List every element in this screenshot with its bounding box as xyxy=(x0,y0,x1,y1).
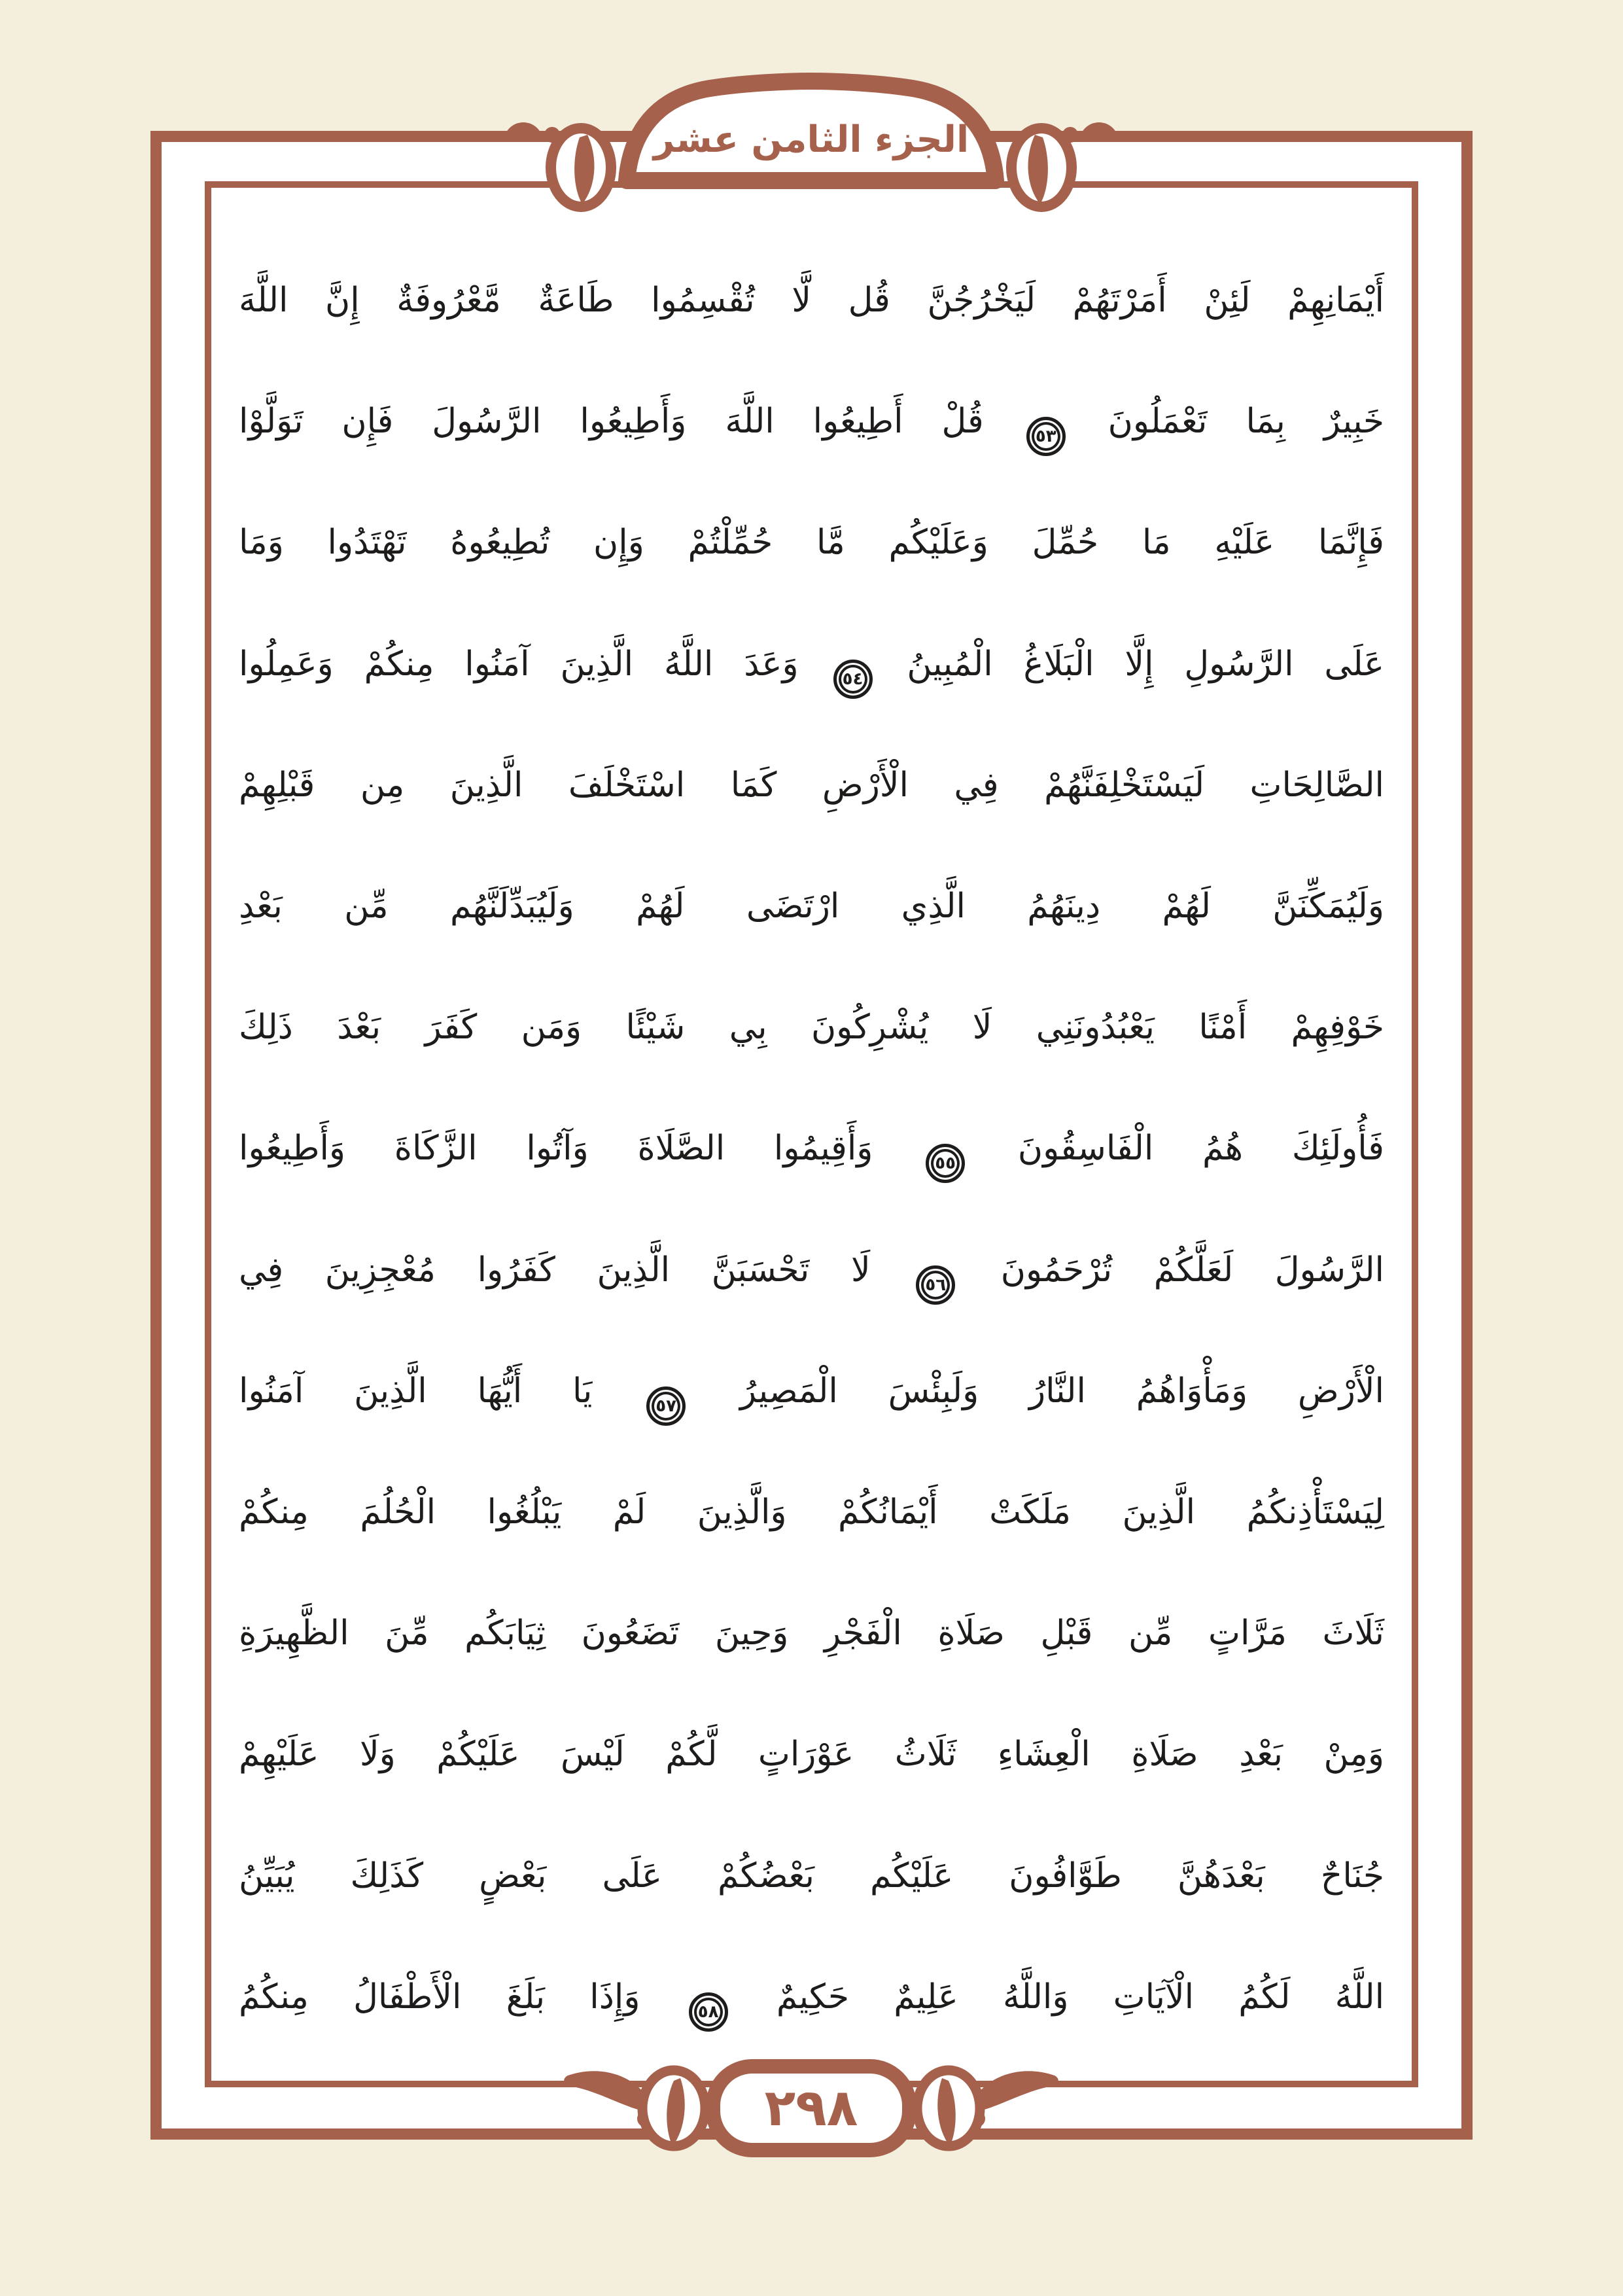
quran-line xyxy=(239,1332,1384,1451)
quran-text-segment: فَإِنَّمَا عَلَيْهِ مَا حُمِّلَ وَعَلَيْكُم مَّا حُمِّلْتُمْ وَإِن تُطِيعُوهُ تَهْتَدُوا وَمَا xyxy=(239,523,1384,563)
ayah-number: ٥٣ xyxy=(1035,427,1056,447)
quran-text-segment: أَيْمَانِهِمْ لَئِنْ أَمَرْتَهُمْ لَيَخْرُجُنَّ قُل لَّا تُقْسِمُوا طَاعَةٌ مَّعْرُوفَةٌ إِنَّ اللَّهَ xyxy=(239,281,1384,320)
page-number-text: ٢٩٨ xyxy=(764,2079,858,2138)
quran-text-segment: الْأَرْضِ وَمَأْوَاهُمُ النَّارُ وَلَبِئْسَ الْمَصِيرُ xyxy=(739,1371,1385,1411)
left-medallion-ornament xyxy=(551,128,611,207)
quran-line xyxy=(239,1210,1384,1330)
ayah-number: ٥٨ xyxy=(697,2002,719,2022)
page-number-cartouche xyxy=(517,2048,1106,2199)
quran-text-segment: خَبِيرٌ بِمَا تَعْمَلُونَ xyxy=(1108,402,1384,442)
right-medallion-ornament xyxy=(1011,128,1072,207)
ayah-number-badge xyxy=(833,660,873,699)
ayah-number-badge xyxy=(916,1265,955,1305)
quran-line xyxy=(239,1816,1384,1935)
quran-line xyxy=(239,605,1384,724)
right-bump-ornament xyxy=(1079,122,1119,142)
quran-text-segment: الصَّالِحَاتِ لَيَسْتَخْلِفَنَّهُمْ فِي الْأَرْضِ كَمَا اسْتَخْلَفَ الَّذِينَ مِن قَبْلِهِمْ xyxy=(239,765,1384,805)
quran-text-segment: فَأُولَئِكَ هُمُ الْفَاسِقُونَ xyxy=(1017,1129,1385,1169)
quran-text-segment: يَا أَيُّهَا الَّذِينَ آمَنُوا xyxy=(239,1371,593,1411)
quran-line xyxy=(239,726,1384,845)
quran-line xyxy=(239,241,1384,360)
ayah-number-badge xyxy=(1026,417,1066,456)
ayah-number: ٥٥ xyxy=(935,1154,956,1174)
left-ring-ornament xyxy=(642,2070,705,2146)
quran-line xyxy=(239,1695,1384,1814)
ayah-number-badge xyxy=(689,1992,728,2032)
quran-line xyxy=(239,1453,1384,1572)
quran-text-segment: وَمِنْ بَعْدِ صَلَاةِ الْعِشَاءِ ثَلَاثُ عَوْرَاتٍ لَّكُمْ لَيْسَ عَلَيْكُمْ وَلَا عَلَيْهِمْ xyxy=(239,1735,1384,1775)
quran-line xyxy=(239,847,1384,966)
quran-text-segment: قُلْ أَطِيعُوا اللَّهَ وَأَطِيعُوا الرَّسُولَ فَإِن تَوَلَّوْا xyxy=(239,402,984,442)
quran-line xyxy=(239,968,1384,1087)
quran-text-segment: الرَّسُولَ لَعَلَّكُمْ تُرْحَمُونَ xyxy=(1000,1250,1385,1290)
juz-title-text: الجزء الثامن عشر xyxy=(653,118,969,161)
left-bump-ornament xyxy=(504,122,543,142)
quran-text-segment: خَوْفِهِمْ أَمْنًا يَعْبُدُونَنِي لَا يُشْرِكُونَ بِي شَيْئًا وَمَن كَفَرَ بَعْدَ ذَلِكَ xyxy=(239,1008,1384,1048)
quran-line xyxy=(239,1937,1384,2057)
ayah-number: ٥٤ xyxy=(842,669,864,689)
quran-text-segment: لِيَسْتَأْذِنكُمُ الَّذِينَ مَلَكَتْ أَيْمَانُكُمْ وَالَّذِينَ لَمْ يَبْلُغُوا الْحُلُمَ مِنكُمْ xyxy=(239,1492,1384,1532)
quran-line xyxy=(239,362,1384,481)
ayah-number: ٥٦ xyxy=(925,1275,947,1295)
quran-text-segment: وَإِذَا بَلَغَ الْأَطْفَالُ مِنكُمُ xyxy=(239,1977,640,2017)
ayah-number-badge xyxy=(926,1144,965,1183)
quran-text-segment: وَعَدَ اللَّهُ الَّذِينَ آمَنُوا مِنكُمْ وَعَمِلُوا xyxy=(239,644,799,684)
quran-line xyxy=(239,483,1384,602)
quran-text-segment: وَلَيُمَكِّنَنَّ لَهُمْ دِينَهُمُ الَّذِي ارْتَضَى لَهُمْ وَلَيُبَدِّلَنَّهُم مِّن بَعْدِ xyxy=(239,887,1384,927)
juz-title-cartouche xyxy=(484,71,1138,221)
ayah-number: ٥٧ xyxy=(655,1396,677,1416)
quran-line xyxy=(239,1574,1384,1693)
quran-line xyxy=(239,1089,1384,1208)
quran-text-segment: ثَلَاثَ مَرَّاتٍ مِّن قَبْلِ صَلَاةِ الْفَجْرِ وَحِينَ تَضَعُونَ ثِيَابَكُم مِّنَ الظَّهِيرَةِ xyxy=(239,1614,1384,1653)
quran-text-area xyxy=(239,241,1384,2057)
right-ring-ornament xyxy=(917,2070,980,2146)
quran-text-segment: وَأَقِيمُوا الصَّلَاةَ وَآتُوا الزَّكَاةَ وَأَطِيعُوا xyxy=(239,1129,873,1169)
ayah-number-badge xyxy=(646,1386,686,1426)
quran-text-segment: جُنَاحٌ بَعْدَهُنَّ طَوَّافُونَ عَلَيْكُم بَعْضُكُمْ عَلَى بَعْضٍ كَذَلِكَ يُبَيِّنُ xyxy=(239,1856,1384,1896)
quran-text-segment: عَلَى الرَّسُولِ إِلَّا الْبَلَاغُ الْمُبِينُ xyxy=(907,644,1385,684)
quran-text-segment: اللَّهُ لَكُمُ الْآيَاتِ وَاللَّهُ عَلِيمٌ حَكِيمٌ xyxy=(776,1977,1385,2017)
quran-text-segment: لَا تَحْسَبَنَّ الَّذِينَ كَفَرُوا مُعْجِزِينَ فِي xyxy=(239,1250,871,1290)
